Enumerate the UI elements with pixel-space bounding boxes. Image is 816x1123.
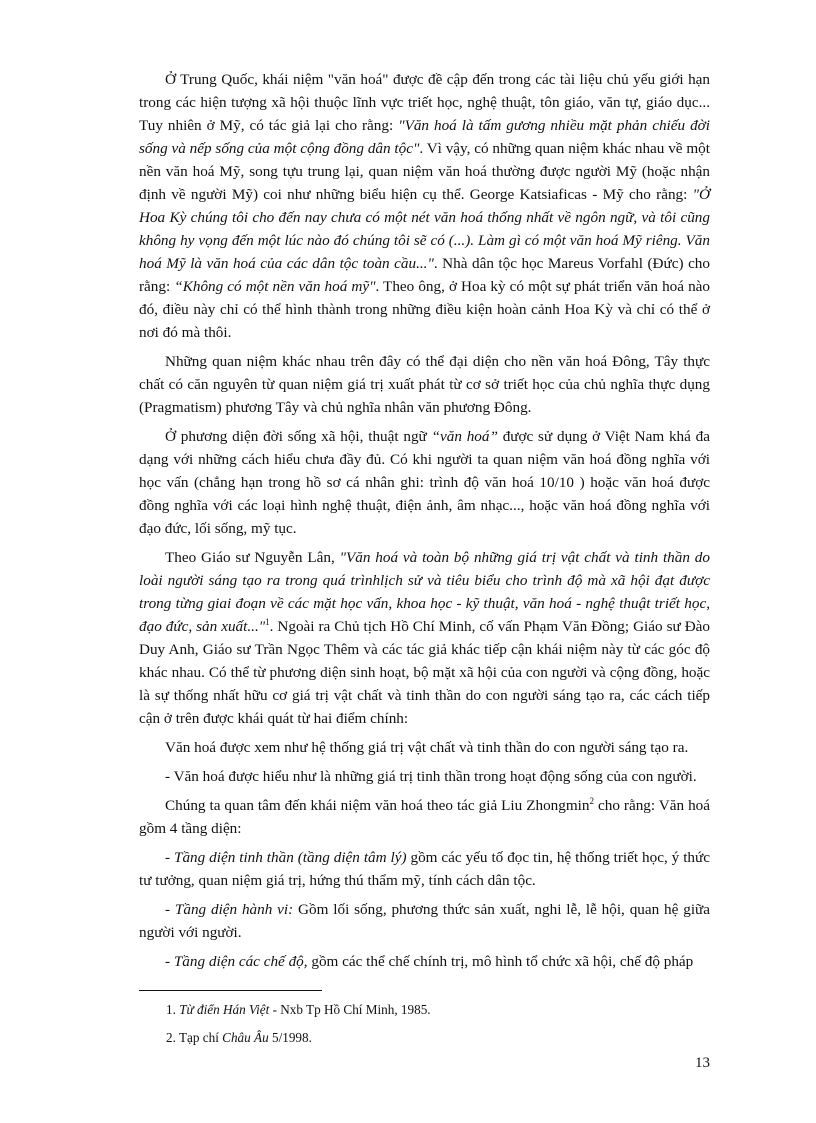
- footnote: [166, 1001, 706, 1019]
- page-number: 13: [695, 1055, 710, 1071]
- text-run: Văn hoá được xem như hệ thống giá trị vật chất và tinh thần do con người sáng tạo ra.: [165, 739, 689, 756]
- text-run: . Nhà dân tộc học Mareus Vorfahl (Đức) cho rằng:: [139, 255, 710, 295]
- text-run: Ở phương diện đời sống xã hội, thuật ngữ: [165, 428, 432, 445]
- text-run: Gồm lối sống, phương thức sản xuất, nghi lễ, lễ hội, quan hệ giữa người với người.: [139, 901, 711, 941]
- italic-text: “văn hoá”: [431, 428, 498, 445]
- footnote-text: - Nxb Tp Hồ Chí Minh, 1985.: [269, 1002, 431, 1017]
- footnote-text: 1.: [166, 1002, 180, 1017]
- paragraph: [139, 765, 710, 788]
- paragraph: [139, 898, 710, 944]
- footnote-text: 2. Tạp chí: [166, 1030, 223, 1045]
- text-run: gồm các yếu tố đọc tin, hệ thống triết học, ý thức tư tưởng, quan niệm giá trị, hứng thú thẩm mỹ, tính cách dân tộc.: [139, 849, 710, 889]
- footnote-ref: 1: [265, 616, 270, 627]
- paragraph: [139, 425, 710, 540]
- footnote-title: Châu Âu: [222, 1030, 269, 1045]
- footnote-ref: 2: [589, 795, 595, 806]
- text-run: . Vì vậy, có những quan niệm khác nhau về một nền văn hoá Mỹ, song tựu trung lại, quan niệm văn hoá thường được người Mỹ (hoặc nhận định về người Mỹ) coi như những biểu hiện cụ thể. George Katsiaficas - Mỹ cho rằng:: [139, 140, 710, 203]
- text-run: được sử dụng ở Việt Nam khá đa dạng với những cách hiểu chưa đầy đủ. Có khi người ta quan niệm văn hoá đồng nghĩa với học vấn (chẳng hạn trong hồ sơ cá nhân ghi: trình độ văn hoá 10/10 ) hoặc văn hoá được đồng nghĩa với các loại hình nghệ thuật, điện ảnh, âm nhạc..., hoặc văn hoá đồng nghĩa với đạo đức, lối sống, mỹ tục.: [139, 428, 710, 537]
- footnote: [166, 1029, 706, 1047]
- italic-text: "Văn hoá và toàn bộ những giá trị vật chất và tinh thần do loài người sáng tạo ra trong quá trìnhlịch sử và tiêu biểu cho trình độ mà xã hội đạt được trong từng giai đoạn về các mặt học vấn, khoa học - kỹ thuật, văn hoá - nghệ thuật triết học, đạo đức, sản xuất...": [139, 549, 710, 635]
- footnote-separator: [139, 990, 322, 991]
- body-text: [139, 68, 710, 979]
- text-run: . Ngoài ra Chủ tịch Hồ Chí Minh, cố vấn Phạm Văn Đồng; Giáo sư Đào Duy Anh, Giáo sư Trần Ngọc Thêm và các tác giả khác tiếp cận khái niệm này từ các góc độ khác nhau. Có thể từ phương diện sinh hoạt, bộ mặt xã hội của con người và cộng đồng, hoặc là sự thống nhất hữu cơ giá trị vật chất và tinh thần do con người sáng tạo ra, các cách tiếp cận ở trên được khái quát từ hai điểm chính:: [139, 618, 710, 727]
- italic-text: Tầng diện hành vi:: [174, 901, 294, 918]
- paragraph: [139, 950, 710, 973]
- footnotes: [166, 1001, 706, 1057]
- text-run: Theo Giáo sư Nguyễn Lân,: [165, 549, 340, 566]
- italic-text: “Không có một nền văn hoá mỹ": [174, 278, 376, 295]
- paragraph: [139, 846, 710, 892]
- text-run: -: [165, 849, 174, 866]
- text-run: cho rằng: Văn hoá gồm 4 tầng diện:: [139, 797, 711, 837]
- italic-text: Tầng diện các chế độ,: [173, 953, 308, 970]
- italic-text: Tầng diện tinh thần (tầng diện tâm lý): [174, 849, 407, 866]
- footnote-title: Từ điển Hán Việt: [179, 1002, 270, 1017]
- text-run: Chúng ta quan tâm đến khái niệm văn hoá theo tác giả Liu Zhongmin: [165, 797, 590, 814]
- paragraph: [139, 350, 710, 419]
- italic-text: "Văn hoá là tấm gương nhiều mặt phản chiếu đời sống và nếp sống của một cộng đồng dân tộc": [139, 117, 710, 157]
- text-run: . Theo ông, ở Hoa kỳ có một sự phát triển văn hoá nào đó, điều này chỉ có thể hình thành trong những điều kiện hoàn cảnh Hoa Kỳ và chỉ có thể ở nơi đó mà thôi.: [139, 278, 710, 341]
- paragraph: [139, 546, 710, 730]
- italic-text: "Ở Hoa Kỳ chúng tôi cho đến nay chưa có một nét văn hoá thống nhất về ngôn ngữ, và tôi cũng không hy vọng đến một lúc nào đó chúng tôi sẽ có (...). Làm gì có một văn hoá Mỹ riêng. Văn hoá Mỹ là văn hoá của các dân tộc toàn cầu...": [139, 186, 710, 272]
- text-run: - Văn hoá được hiểu như là những giá trị tinh thần trong hoạt động sống của con người.: [165, 768, 697, 785]
- text-run: -: [165, 953, 174, 970]
- text-run: gồm các thể chế chính trị, mô hình tổ chức xã hội, chế độ pháp: [307, 953, 694, 970]
- footnote-text: 5/1998.: [268, 1030, 312, 1045]
- paragraph: [139, 68, 710, 344]
- text-run: Những quan niệm khác nhau trên đây có thể đại diện cho nền văn hoá Đông, Tây thực chất có căn nguyên từ quan niệm giá trị xuất phát từ cơ sở triết học của chủ nghĩa thực dụng (Pragmatism) phương Tây và chủ nghĩa nhân văn phương Đông.: [139, 353, 710, 416]
- text-run: -: [165, 901, 175, 918]
- text-run: Ở Trung Quốc, khái niệm "văn hoá" được đề cập đến trong các tài liệu chủ yếu giới hạn trong các hiện tượng xã hội thuộc lĩnh vực triết học, nghệ thuật, tôn giáo, văn tự, giáo dục... Tuy nhiên ở Mỹ, có tác giả lại cho rằng:: [139, 71, 710, 134]
- paragraph: [139, 794, 710, 840]
- paragraph: [139, 736, 710, 759]
